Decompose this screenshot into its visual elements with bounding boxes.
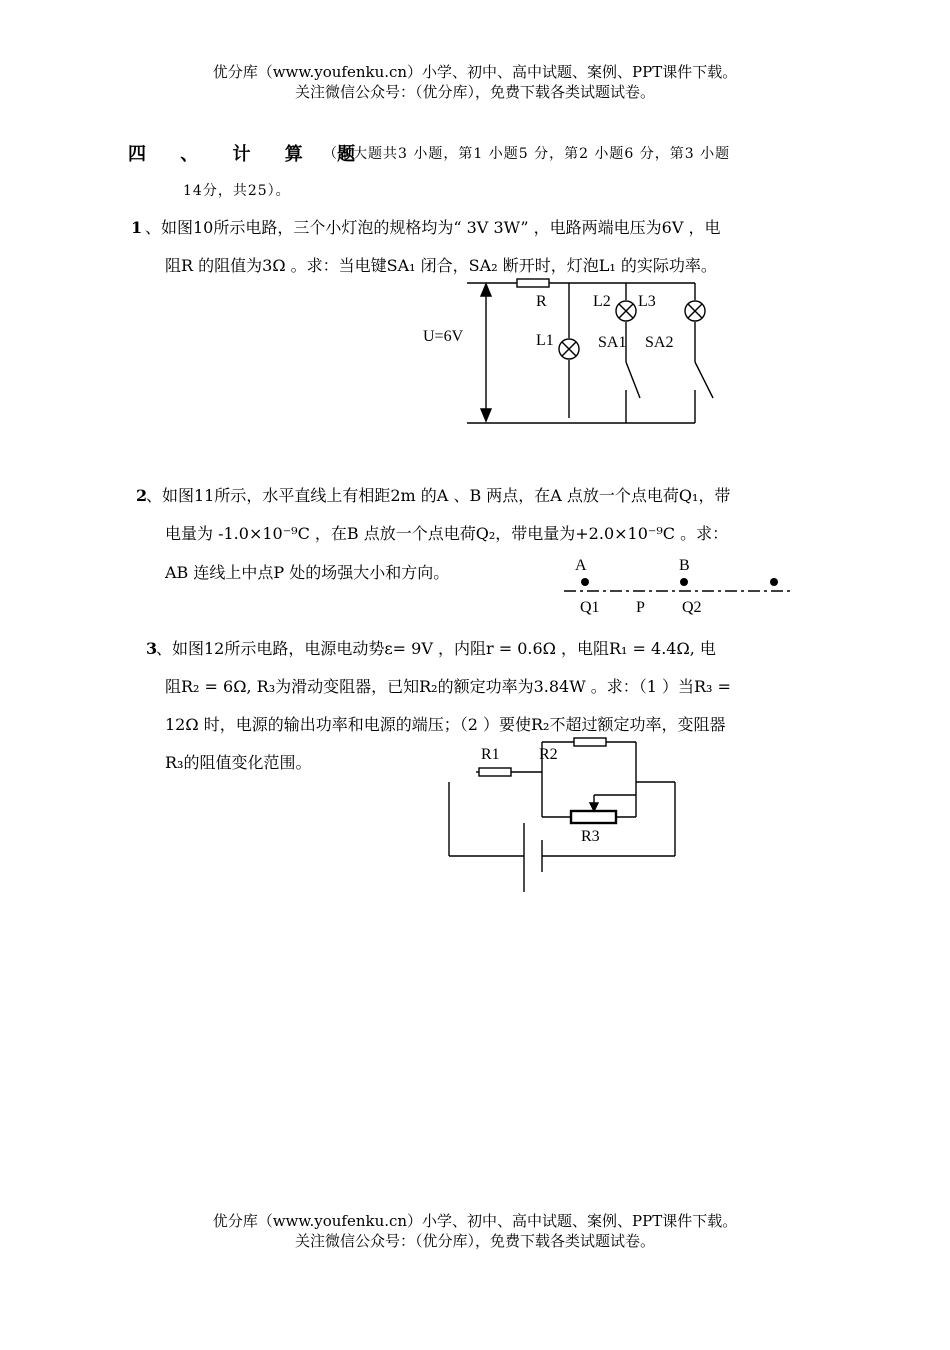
- q2-text-line-2: 电量为 -1.0×10⁻⁹C ，在B 点放一个点电荷Q₂，带电量为+2.0×10⁻⁹C 。求：: [165, 524, 729, 543]
- fig10-label-sa2: SA2: [645, 334, 674, 351]
- fig11-label-a: A: [575, 557, 587, 574]
- switch-sa2-icon: [695, 362, 713, 398]
- fig10-label-l3: L3: [638, 293, 656, 310]
- fig10-label-l1: L1: [536, 332, 554, 349]
- q2-text-line-1: 、如图11所示，水平直线上有相距2m 的A 、B 两点，在A 点放一个点电荷Q₁，带: [146, 486, 731, 505]
- fig12-label-r1: R1: [481, 746, 500, 763]
- arrow-up-icon: [481, 284, 491, 296]
- bulb-l1-icon: [559, 339, 579, 359]
- extra-dot: [770, 578, 778, 586]
- q3-text-line-1: 、如图12所示电路，电源电动势ε= 9V ，内阻r = 0.6Ω ，电阻R₁ = 4.4Ω, 电: [156, 639, 716, 658]
- fig12-label-r3: R3: [581, 828, 600, 845]
- q3-number: 3: [146, 639, 158, 658]
- footer-line-2: 关注微信公众号：（优分库），免费下载各类试题试卷。: [294, 1232, 655, 1250]
- fig10-label-r: R: [536, 293, 547, 310]
- resistor-r3: [571, 811, 616, 823]
- section-title: 四 、 计 算 题: [128, 144, 370, 165]
- q1-text-line-2: 阻R 的阻值为3Ω 。求：当电键SA₁ 闭合，SA₂ 断开时，灯泡L₁ 的实际功率。: [165, 256, 717, 275]
- arrow-down-icon: [481, 409, 491, 421]
- charge-b-dot: [680, 578, 688, 586]
- q3-text-line-2: 阻R₂ = 6Ω, R₃为滑动变阻器，已知R₂的额定功率为3.84W 。求：（1 ）当R₃ =: [165, 677, 731, 696]
- header-line-1: 优分库（www.youfenku.cn）小学、初中、高中试题、案例、PPT课件下载。: [212, 63, 738, 81]
- fig12-label-r2: R2: [539, 746, 558, 763]
- resistor-r: [517, 279, 549, 287]
- q2-number: 2: [136, 486, 148, 505]
- bulb-l2-icon: [616, 301, 636, 321]
- fig11-label-q2: Q2: [682, 599, 702, 616]
- fig10-label-voltage: U=6V: [423, 328, 464, 345]
- q3-text-line-3: 12Ω 时，电源的输出功率和电源的端压；（2 ）要使R₂不超过额定功率，变阻器: [165, 715, 726, 734]
- fig11-label-p: P: [636, 599, 645, 616]
- section-note-cont: 14分，共25）。: [183, 183, 291, 199]
- bulb-l3-icon: [685, 301, 705, 321]
- charge-a-dot: [581, 578, 589, 586]
- fig10-label-l2: L2: [593, 293, 611, 310]
- q3-text-line-4: R₃的阻值变化范围。: [165, 753, 312, 772]
- switch-sa1-icon: [626, 362, 640, 398]
- fig10-label-sa1: SA1: [598, 334, 627, 351]
- figure-10-circuit: [467, 279, 713, 423]
- resistor-r1: [479, 768, 511, 776]
- figure-11-charges: [564, 578, 792, 591]
- header-line-2: 关注微信公众号：（优分库），免费下载各类试题试卷。: [294, 83, 655, 101]
- fig11-label-q1: Q1: [580, 599, 600, 616]
- footer-line-1: 优分库（www.youfenku.cn）小学、初中、高中试题、案例、PPT课件下载。: [212, 1212, 738, 1230]
- fig11-label-b: B: [679, 557, 690, 574]
- section-note: （本大题共3 小题，第1 小题5 分，第2 小题6 分，第3 小题: [323, 146, 731, 162]
- q1-text-line-1: 、如图10所示电路，三个小灯泡的规格均为“ 3V 3W” ，电路两端电压为6V ，电: [145, 218, 721, 237]
- resistor-r2: [574, 738, 606, 746]
- q2-text-line-3: AB 连线上中点P 处的场强大小和方向。: [165, 563, 450, 582]
- q1-number: 1: [131, 218, 143, 237]
- slider-arrow-icon: [590, 803, 598, 811]
